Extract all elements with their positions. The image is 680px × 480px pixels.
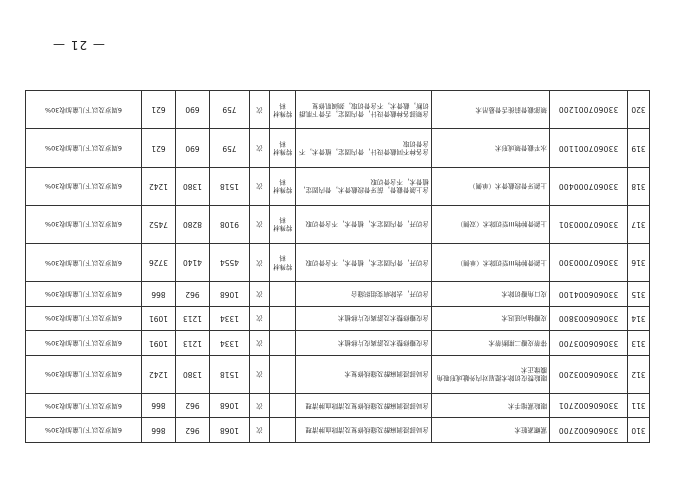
extra-material	[270, 418, 296, 443]
price-3: 866	[142, 393, 176, 418]
item-name: 皮口角瓣切除术	[432, 282, 550, 307]
note: 6周岁及以下儿童加收30%	[26, 167, 142, 205]
unit: 次	[250, 355, 270, 393]
price-2: 1380	[176, 355, 210, 393]
price-3: 621	[142, 129, 176, 167]
price-1: 759	[210, 129, 250, 167]
item-name: 上颌牙骨段截骨术（单侧）	[432, 167, 550, 205]
row-number: 318	[628, 167, 650, 205]
unit: 次	[250, 167, 270, 205]
price-2: 962	[176, 393, 210, 418]
unit: 次	[250, 306, 270, 331]
price-1: 759	[210, 91, 250, 129]
price-1: 4554	[210, 243, 250, 281]
table-row	[26, 393, 650, 418]
table-row	[26, 91, 650, 129]
price-1: 1068	[210, 418, 250, 443]
unit: 次	[250, 393, 270, 418]
row-number: 320	[628, 91, 650, 129]
row-number: 319	[628, 129, 650, 167]
unit: 次	[250, 282, 270, 307]
price-2: 962	[176, 418, 210, 443]
table-row	[26, 167, 650, 205]
price-1: 1334	[210, 306, 250, 331]
price-1: 1334	[210, 331, 250, 356]
extra-material	[270, 393, 296, 418]
note: 6周岁及以下儿童加收30%	[26, 331, 142, 356]
row-number: 312	[628, 355, 650, 393]
table-row	[26, 418, 650, 443]
table-row	[26, 306, 650, 331]
price-3: 866	[142, 282, 176, 307]
extra-material: 特殊材料	[270, 243, 296, 281]
item-description: 含颏部各种截骨设计，骨内固定，舌骨下肌群切断，截骨术，不含骨切取，颈阔肌修复	[296, 91, 432, 129]
extra-material: 特殊材料	[270, 129, 296, 167]
price-3: 1242	[142, 167, 176, 205]
price-1: 1518	[210, 355, 250, 393]
table-row	[26, 205, 650, 243]
item-description: 含切开，骨内固定术，植骨术，不含骨切取	[296, 243, 432, 281]
price-3: 1091	[142, 331, 176, 356]
item-name: 紧螺紊脏术	[432, 418, 550, 443]
note: 6周岁及以下儿童加收30%	[26, 205, 142, 243]
item-code: 330607001100	[550, 129, 628, 167]
extra-material	[270, 355, 296, 393]
table-row	[26, 282, 650, 307]
table-row	[26, 355, 650, 393]
row-number: 315	[628, 282, 650, 307]
extra-material: 特殊材料	[270, 167, 296, 205]
price-2: 8280	[176, 205, 210, 243]
item-code: 330607001200	[550, 91, 628, 129]
unit: 次	[250, 91, 270, 129]
item-description: 含皮瓣修整术及游离皮片移植术	[296, 306, 432, 331]
item-description: 含切开，去除病变组织缝合	[296, 282, 432, 307]
table-row	[26, 331, 650, 356]
page-number: — 21 —	[52, 38, 105, 52]
row-number: 313	[628, 331, 650, 356]
unit: 次	[250, 331, 270, 356]
item-description: 含局部浸润麻醉及缝线修复及清除血肿清理	[296, 418, 432, 443]
unit: 次	[250, 243, 270, 281]
price-2: 690	[176, 129, 210, 167]
item-code: 330606002700	[550, 418, 628, 443]
extra-material	[270, 306, 296, 331]
unit: 次	[250, 129, 270, 167]
item-code: 330607000300	[550, 243, 628, 281]
item-description: 含皮瓣修整术及游离皮片移植术	[296, 331, 432, 356]
price-1: 1518	[210, 167, 250, 205]
note: 6周岁及以下儿童加收30%	[26, 355, 142, 393]
price-2: 1380	[176, 167, 210, 205]
table-row	[26, 243, 650, 281]
price-1: 1068	[210, 393, 250, 418]
unit: 次	[250, 205, 270, 243]
fee-table-sheet	[26, 90, 650, 443]
price-2: 1213	[176, 306, 210, 331]
price-1: 9108	[210, 205, 250, 243]
note: 6周岁及以下儿童加收30%	[26, 129, 142, 167]
price-3: 1091	[142, 306, 176, 331]
price-3: 866	[142, 418, 176, 443]
row-number: 317	[628, 205, 650, 243]
price-2: 690	[176, 91, 210, 129]
price-2: 962	[176, 282, 210, 307]
note: 6周岁及以下儿童加收30%	[26, 306, 142, 331]
item-name: 皮瓣轴向延迟术	[432, 306, 550, 331]
item-code: 330606003200	[550, 355, 628, 393]
table-row	[26, 129, 650, 167]
item-code: 330606003700	[550, 331, 628, 356]
item-code: 330606002701	[550, 393, 628, 418]
price-1: 1068	[210, 282, 250, 307]
item-description: 含各种不同截骨设计，骨内固定，植骨术，不含骨切取	[296, 129, 432, 167]
price-3: 7452	[142, 205, 176, 243]
price-3: 3726	[142, 243, 176, 281]
item-name: 上颌骨肿物III型切除术（单侧）	[432, 243, 550, 281]
note: 6周岁及以下儿童加收30%	[26, 243, 142, 281]
item-code: 330606003800	[550, 306, 628, 331]
row-number: 310	[628, 418, 650, 443]
price-2: 1213	[176, 331, 210, 356]
item-description: 含上颌骨截骨，前牙骨段截骨术，骨内固定，植骨术，不含骨切取	[296, 167, 432, 205]
item-name: 眼睑赘皮切除术提眉对内外眦成形吸角膜缘正术	[432, 355, 550, 393]
item-description: 含局部浸润麻醉及缝线修复及清除血肿清理	[296, 393, 432, 418]
price-3: 1242	[142, 355, 176, 393]
note: 6周岁及以下儿童加收30%	[26, 91, 142, 129]
item-description: 含局部浸润麻醉及缝线修复术	[296, 355, 432, 393]
item-description: 含切开，骨内固定术，植骨术，不含骨切取	[296, 205, 432, 243]
price-3: 621	[142, 91, 176, 129]
extra-material: 特殊材料	[270, 91, 296, 129]
extra-material: 特殊材料	[270, 205, 296, 243]
item-name: 上颌骨肿物III型切除术（双侧）	[432, 205, 550, 243]
extra-material	[270, 282, 296, 307]
note: 6周岁及以下儿童加收30%	[26, 282, 142, 307]
item-code: 330607000301	[550, 205, 628, 243]
item-name: 带蒂皮瓣二期断蒂术	[432, 331, 550, 356]
price-2: 4140	[176, 243, 210, 281]
note: 6周岁及以下儿童加收30%	[26, 418, 142, 443]
unit: 次	[250, 418, 270, 443]
item-code: 330607000400	[550, 167, 628, 205]
item-code: 330606004100	[550, 282, 628, 307]
row-number: 316	[628, 243, 650, 281]
fee-table	[25, 90, 650, 443]
extra-material	[270, 331, 296, 356]
row-number: 314	[628, 306, 650, 331]
note: 6周岁及以下儿童加收30%	[26, 393, 142, 418]
row-number: 311	[628, 393, 650, 418]
item-name: 水平截骨颏成形术	[432, 129, 550, 167]
item-name: 颏部截骨前徙舌骨悬吊术	[432, 91, 550, 129]
item-name: 眼睑紧缩手术	[432, 393, 550, 418]
